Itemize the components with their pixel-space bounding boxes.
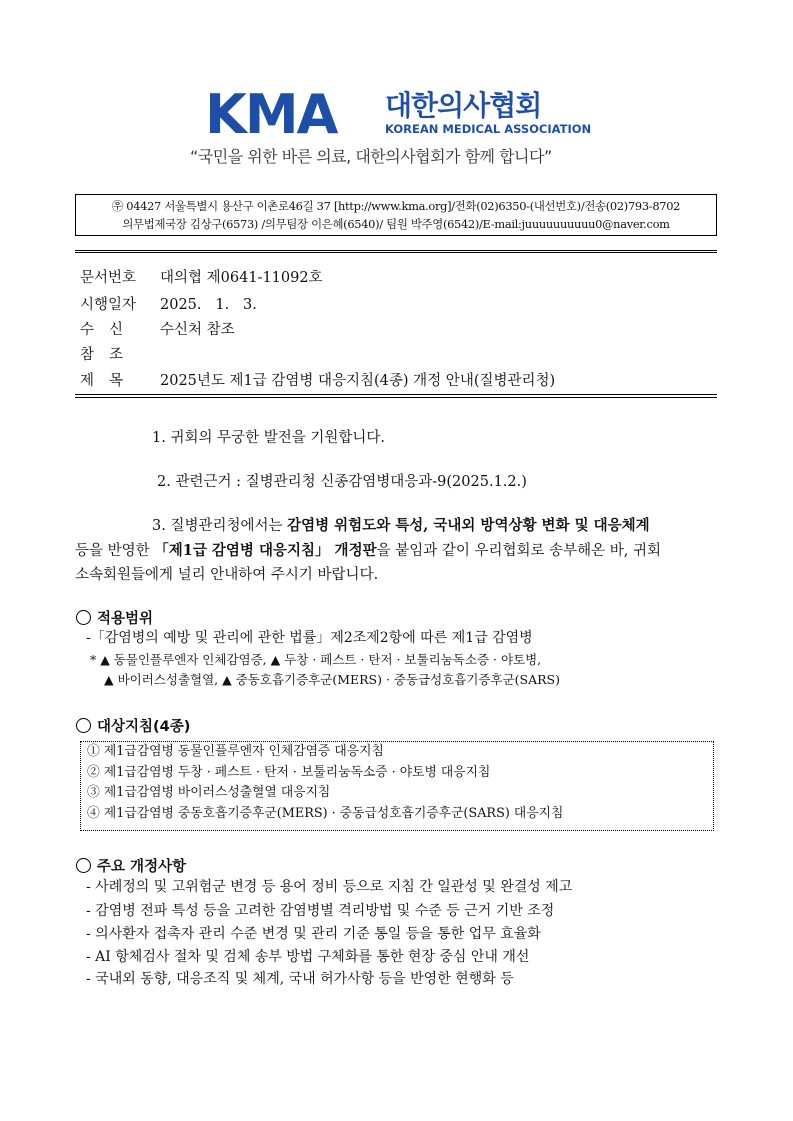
subject-divider-1 — [75, 394, 717, 395]
targets-title: 대상지침(4종) — [97, 719, 191, 735]
recipient-label: 수신 — [80, 322, 139, 338]
recipient-row — [80, 320, 235, 340]
recipient-value: 수신처 참조 — [160, 322, 235, 338]
org-name-kr: 대한의사협회 — [385, 89, 542, 122]
scope-line-2: * ▲ 동물인플루엔자 인체감염증, ▲ 두창 · 페스트 · 탄저 · 보툴리눔독소증 · 야토병, — [90, 652, 542, 667]
p3-text-2: 등을 반영한 — [75, 543, 155, 559]
scope-title: 적용범위 — [97, 611, 154, 627]
paragraph-3-line-2 — [75, 539, 661, 563]
subject-label: 제목 — [80, 373, 139, 389]
changes-heading — [76, 855, 186, 876]
target-item: ③ 제1급감염병 바이러스성출혈열 대응지침 — [87, 785, 331, 800]
p3-intro: 3. 질병관리청에서는 — [152, 518, 288, 534]
p3-text-3: 을 붙임과 같이 우리협회로 송부해온 바, 귀회 — [376, 543, 661, 559]
date-label: 시행일자 — [80, 297, 137, 313]
circle-bullet-icon — [76, 610, 91, 625]
doc-number: 대의협 제0641-11092호 — [160, 270, 323, 286]
address-line-1: ㉾ 04427 서울특별시 용산구 이촌로46길 37 [http://www.kma.org]/전화(02)6350-(내선번호)/전송(02)793-8702 — [111, 199, 681, 213]
paragraph-2: 2. 관련근거 : 질병관리청 신종감염병대응과-9(2025.1.2.) — [157, 474, 527, 490]
circle-bullet-icon — [76, 718, 91, 733]
change-item: - 의사환자 접촉자 관리 수준 변경 및 관리 기준 통일 등을 통한 업무 효율화 — [86, 926, 541, 942]
changes-title: 주요 개정사항 — [97, 859, 187, 875]
p3-bold-2: 「제1급 감염병 대응지침」 개정판 — [154, 542, 377, 559]
scope-heading — [76, 607, 153, 628]
subject-divider-2 — [75, 397, 717, 398]
targets-box — [80, 741, 714, 831]
paragraph-3-line-1 — [152, 514, 650, 538]
doc-number-row — [80, 268, 323, 288]
doc-number-label: 문서번호 — [80, 270, 137, 286]
target-item: ① 제1급감염병 동물인플루엔자 인체감염증 대응지침 — [87, 744, 384, 759]
circle-bullet-icon — [76, 858, 91, 873]
scope-line-3: ▲ 바이러스성출혈열, ▲ 중동호흡기증후군(MERS) · 중동급성호흡기증후군(SARS) — [104, 672, 560, 687]
address-box — [75, 194, 717, 236]
subject-value: 2025년도 제1급 감염병 대응지침(4종) 개정 안내(질병관리청) — [160, 373, 556, 389]
header-divider — [75, 250, 717, 253]
paragraph-3-line-3: 소속회원들에게 널리 안내하여 주시기 바랍니다. — [75, 567, 379, 583]
kma-logo — [205, 83, 595, 148]
date-row — [80, 295, 257, 315]
org-name-en: KOREAN MEDICAL ASSOCIATION — [385, 122, 592, 136]
p3-bold-1: 감염병 위험도와 특성, 국내외 방역상황 변화 및 대응체계 — [287, 517, 650, 534]
reference-label: 참조 — [80, 347, 139, 363]
target-item: ② 제1급감염병 두창 · 페스트 · 탄저 · 보툴리눔독소증 · 야토병 대응지침 — [87, 764, 491, 780]
change-item: - AI 항체검사 절차 및 검체 송부 방법 구체화를 통한 현장 중심 안내 개선 — [86, 949, 530, 965]
change-item: - 감염병 전파 특성 등을 고려한 감염병별 격리방법 및 수준 등 근거 기반 조정 — [86, 903, 555, 919]
logo-mark: KMA — [205, 83, 337, 146]
scope-line-1: -「감염병의 예방 및 관리에 관한 법률」제2조제2항에 따른 제1급 감염병 — [86, 630, 533, 646]
slogan: “국민을 위한 바른 의료, 대한의사협회가 함께 합니다” — [190, 147, 552, 166]
date-value: 2025. 1. 3. — [160, 297, 257, 313]
subject-row — [80, 371, 555, 391]
reference-row — [80, 345, 160, 365]
address-line-2: 의무법제국장 김상구(6573) /의무팀장 이은혜(6540)/ 팀원 박주영(6542)/E-mail:juuuuuuuuuu0@naver.com — [122, 217, 670, 231]
target-item: ④ 제1급감염병 중동호흡기증후군(MERS) · 중동급성호흡기증후군(SARS) 대응지침 — [87, 805, 564, 821]
change-item: - 사례정의 및 고위험군 변경 등 용어 정비 등으로 지침 간 일관성 및 완결성 제고 — [86, 879, 573, 895]
change-item: - 국내외 동향, 대응조직 및 체계, 국내 허가사항 등을 반영한 현행화 등 — [86, 971, 514, 987]
paragraph-1: 1. 귀회의 무궁한 발전을 기원합니다. — [152, 430, 385, 446]
targets-heading — [76, 715, 190, 736]
